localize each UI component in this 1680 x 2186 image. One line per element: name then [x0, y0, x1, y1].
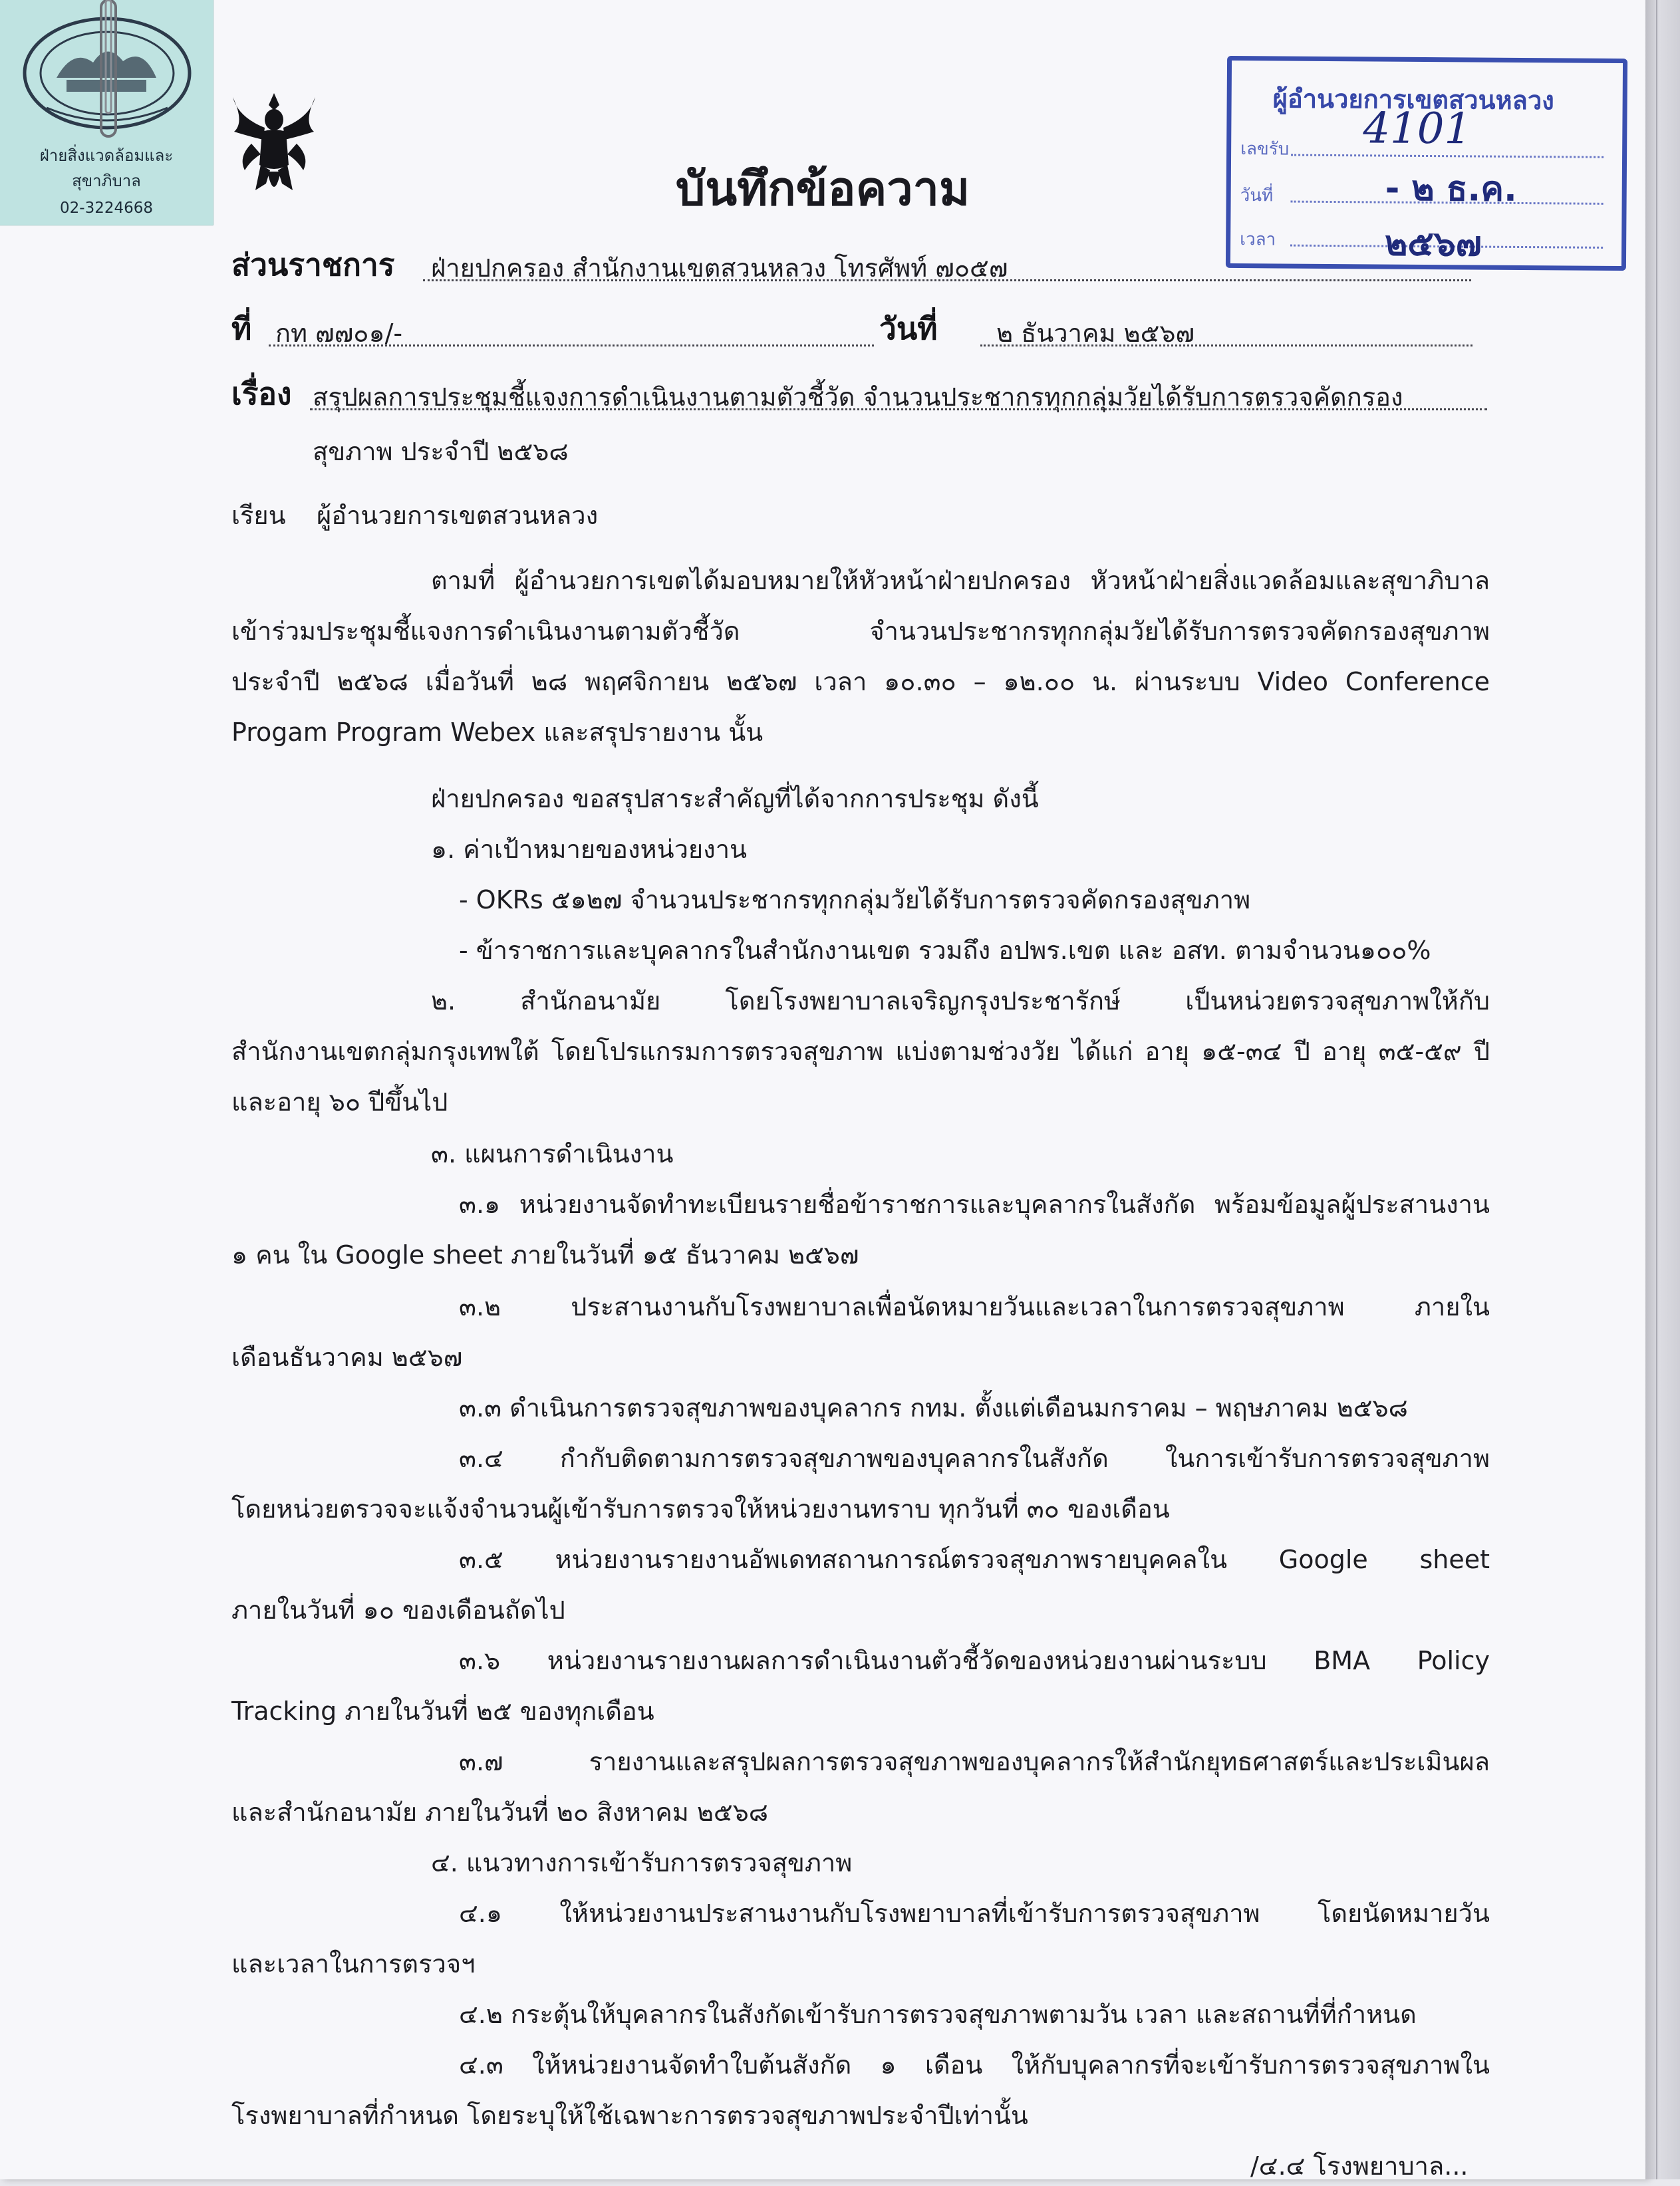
agency-label: ส่วนราชการ	[231, 247, 395, 283]
section-3-3: ๓.๓ ดำเนินการตรวจสุขภาพของบุคลากร กทม. ตั้งแต่เดือนมกราคม – พฤษภาคม ๒๕๖๘	[459, 1393, 1408, 1423]
sticker-department-line1: ฝ่ายสิ่งแวดล้อมและ	[39, 146, 174, 165]
stamp-date-label: วันที่	[1240, 186, 1274, 206]
body-p1-line1: ตามที่ ผู้อำนวยการเขตได้มอบหมายให้หัวหน้าฝ่ายปกครอง หัวหน้าฝ่ายสิ่งแวดล้อมและสุขาภิบาล	[431, 566, 1490, 595]
section-3-5-line2: ภายในวันที่ ๑๐ ของเดือนถัดไป	[231, 1595, 565, 1625]
scan-edge-line	[1656, 0, 1657, 2179]
agency-value: ฝ่ายปกครอง สำนักงานเขตสวนหลวง โทรศัพท์ ๗๐๕๗	[431, 253, 1008, 283]
section-3-6-line1: ๓.๖ หน่วยงานรายงานผลการดำเนินงานตัวชี้วัดของหน่วยงานผ่านระบบ BMA Policy	[459, 1646, 1490, 1675]
subject-label: เรื่อง	[231, 376, 292, 412]
section-3-1-line2: ๑ คน ใน Google sheet ภายในวันที่ ๑๕ ธันวาคม ๒๕๖๗	[231, 1240, 859, 1270]
subject-line1: สรุปผลการประชุมชี้แจงการดำเนินงานตามตัวชี้วัด จำนวนประชากรทุกกลุ่มวัยได้รับการตรวจคัดกรอง	[313, 382, 1403, 412]
subject-dotline	[310, 408, 1487, 410]
section-3-7-line1: ๓.๗ รายงานและสรุปผลการตรวจสุขภาพของบุคลากรให้สำนักยุทธศาสตร์และประเมินผล	[459, 1747, 1490, 1776]
stamp-receive-no-label: เลขรับ	[1240, 139, 1290, 160]
memo-title: บันทึกข้อความ	[675, 162, 970, 216]
to-value: ผู้อำนวยการเขตสวนหลวง	[317, 501, 599, 530]
section-4-3-line2: โรงพยาบาลที่กำหนด โดยระบุให้ใช้เฉพาะการตรวจสุขภาพประจำปีเท่านั้น	[231, 2101, 1028, 2130]
section-2-line2: สำนักงานเขตกลุ่มกรุงเทพใต้ โดยโปรแกรมการตรวจสุขภาพ แบ่งตามช่วงวัย ได้แก่ อายุ ๑๕-๓๔ ปี อายุ ๓๕-๕๙ ปี	[231, 1037, 1490, 1066]
scan-edge	[1645, 0, 1680, 2179]
section-2-line3: และอายุ ๖๐ ปีขึ้นไป	[231, 1087, 448, 1117]
date-dotline	[980, 344, 1472, 346]
section-3-5-line1: ๓.๕ หน่วยงานรายงานอัพเดทสถานการณ์ตรวจสุขภาพรายบุคคลใน Google sheet	[459, 1545, 1490, 1574]
ref-label: ที่	[231, 311, 252, 346]
date-label: วันที่	[879, 311, 938, 346]
subject-line2: สุขภาพ ประจำปี ๒๕๖๘	[313, 437, 569, 466]
section-4-3-line1: ๔.๓ ให้หน่วยงานจัดทำใบต้นสังกัด ๑ เดือน ให้กับบุคลากรที่จะเข้ารับการตรวจสุขภาพใน	[459, 2050, 1490, 2080]
section-3-1-line1: ๓.๑ หน่วยงานจัดทำทะเบียนรายชื่อข้าราชการและบุคลากรในสังกัด พร้อมข้อมูลผู้ประสานงาน	[459, 1190, 1490, 1219]
sticker-phone: 02-3224668	[60, 200, 153, 217]
stamp-receive-date: - ๒ ธ.ค. ๒๕๖๗	[1384, 168, 1518, 265]
section-1-heading: ๑. ค่าเป้าหมายของหน่วยงาน	[431, 835, 748, 864]
section-1-item-a: - OKRs ๕๑๒๗ จำนวนประชากรทุกกลุ่มวัยได้รับการตรวจคัดกรองสุขภาพ	[459, 885, 1251, 914]
section-3-4-line1: ๓.๔ กำกับติดตามการตรวจสุขภาพของบุคลากรในสังกัด ในการเข้ารับการตรวจสุขภาพ	[459, 1444, 1490, 1473]
ref-dotline	[269, 344, 874, 346]
section-4-heading: ๔. แนวทางการเข้ารับการตรวจสุขภาพ	[431, 1848, 853, 1877]
section-3-heading: ๓. แผนการดำเนินงาน	[431, 1139, 674, 1168]
section-4-1-line1: ๔.๑ ให้หน่วยงานประสานงานกับโรงพยาบาลที่เข้ารับการตรวจสุขภาพ โดยนัดหมายวัน	[459, 1899, 1490, 1928]
date-value: ๒ ธันวาคม ๒๕๖๗	[996, 319, 1195, 348]
section-3-6-line2: Tracking ภายในวันที่ ๒๕ ของทุกเดือน	[231, 1697, 654, 1726]
body-p1-line4: Progam Program Webex และสรุปรายงาน นั้น	[231, 718, 764, 747]
body-p2: ฝ่ายปกครอง ขอสรุปสาระสำคัญที่ได้จากการประชุม ดังนี้	[431, 784, 1039, 813]
section-4-2: ๔.๒ กระตุ้นให้บุคลากรในสังกัดเข้ารับการตรวจสุขภาพตามวัน เวลา และสถานที่ที่กำหนด	[459, 2000, 1417, 2029]
to-label: เรียน	[231, 501, 286, 530]
body-p1-line2: เข้าร่วมประชุมชี้แจงการดำเนินงานตามตัวชี้วัด จำนวนประชากรทุกกลุ่มวัยได้รับการตรวจคัดกรองสุขภาพ	[231, 616, 1490, 646]
section-3-4-line2: โดยหน่วยตรวจจะแจ้งจำนวนผู้เข้ารับการตรวจให้หน่วยงานทราบ ทุกวันที่ ๓๐ ของเดือน	[231, 1494, 1170, 1524]
stamp-receive-number: 4101	[1363, 104, 1472, 154]
paper-clip-icon	[98, 0, 118, 143]
body-p1-line3: ประจำปี ๒๕๖๘ เมื่อวันที่ ๒๘ พฤศจิกายน ๒๕๖๗ เวลา ๑๐.๓๐ – ๑๒.๐๐ น. ผ่านระบบ Video Conference	[231, 667, 1490, 696]
ref-value: กท ๗๗๐๑/-	[275, 319, 403, 348]
section-3-2-line2: เดือนธันวาคม ๒๕๖๗	[231, 1343, 463, 1372]
stamp-time-label: เวลา	[1240, 229, 1276, 250]
section-1-item-b: - ข้าราชการและบุคลากรในสำนักงานเขต รวมถึง อปพร.เขต และ อสท. ตามจำนวน๑๐๐%	[459, 936, 1431, 965]
section-4-1-line2: และเวลาในการตรวจฯ	[231, 1949, 476, 1979]
continuation-note: /๔.๔ โรงพยาบาล...	[1250, 2151, 1469, 2181]
sticker-department-line2: สุขาภิบาล	[72, 172, 141, 190]
section-2-line1: ๒. สำนักอนามัย โดยโรงพยาบาลเจริญกรุงประชารักษ์ เป็นหน่วยตรวจสุขภาพให้กับ	[431, 986, 1490, 1016]
agency-dotline	[423, 279, 1471, 281]
stamp-title: ผู้อำนวยการเขตสวนหลวง	[1272, 84, 1554, 116]
section-3-2-line1: ๓.๒ ประสานงานกับโรงพยาบาลเพื่อนัดหมายวันและเวลาในการตรวจสุขภาพ ภายใน	[459, 1292, 1490, 1321]
section-3-7-line2: และสำนักอนามัย ภายในวันที่ ๒๐ สิงหาคม ๒๕๖๘	[231, 1798, 769, 1827]
